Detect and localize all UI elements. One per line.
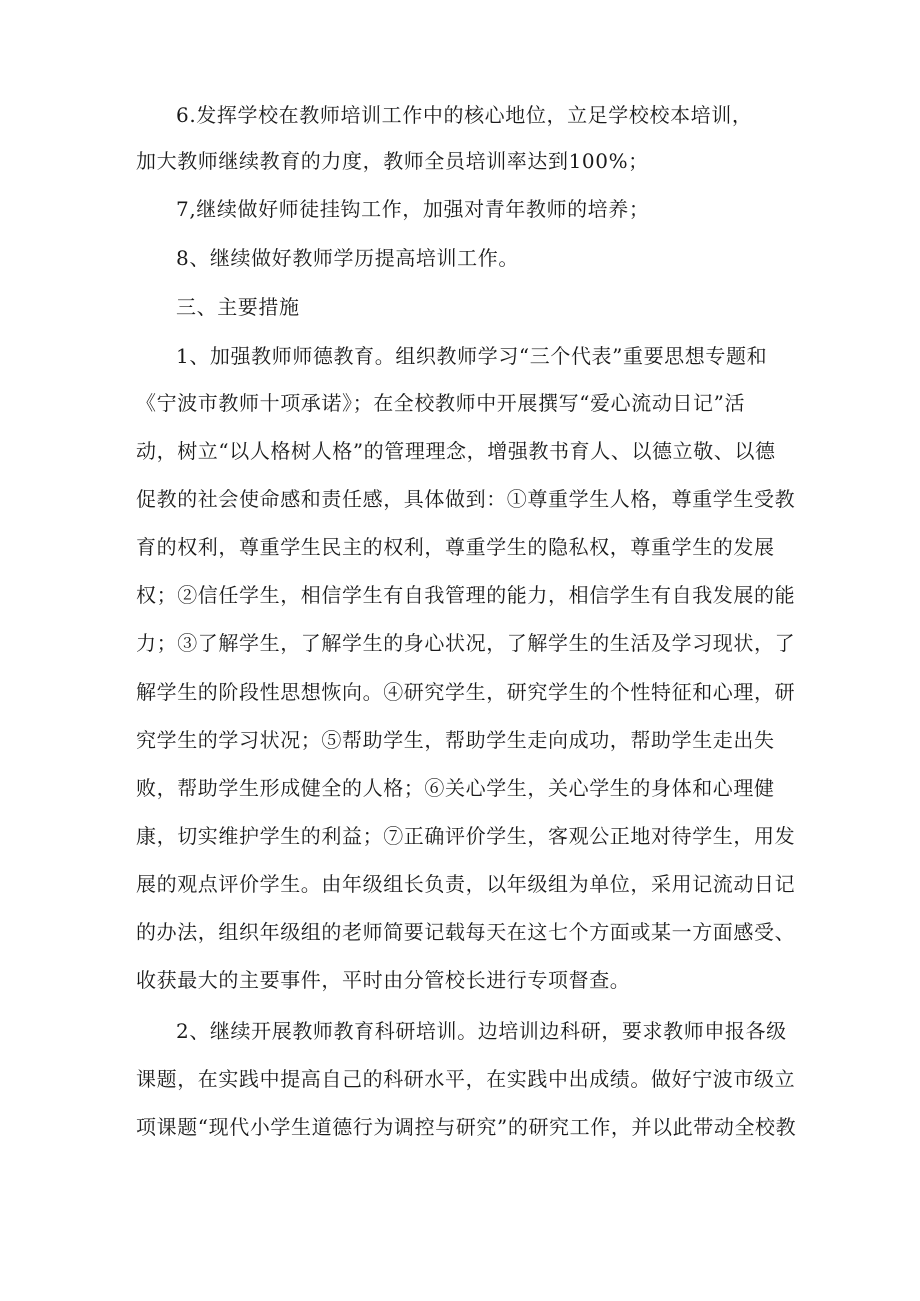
measure-2-line-1: 2、继续开展教师教育科研培训。边培训边科研，要求教师申报各级	[176, 1019, 787, 1043]
measure-1-line-11: 康，切实维护学生的利益；⑦正确评价学生，客观公正地对待学生，用发	[136, 824, 796, 848]
measure-1-line-8: 解学生的阶段性思想恢向。④研究学生，研究学生的个性特征和心理，研	[136, 680, 796, 704]
measure-1-line-7: 力；③了解学生，了解学生的身心状况，了解学生的生活及学习现状，了	[136, 631, 796, 655]
measure-1-line-4: 促教的社会使命感和责任感，具体做到：①尊重学生人格，尊重学生受教	[136, 487, 796, 511]
measure-1-line-5: 育的权利，尊重学生民主的权利，尊重学生的隐私权，尊重学生的发展	[136, 535, 775, 559]
measure-1-line-12: 展的观点评价学生。由年级组长负责，以年级组为单位，采用记流动日记	[136, 872, 796, 896]
measure-1-line-14: 收获最大的主要事件，平时由分管校长进行专项督查。	[136, 968, 631, 992]
paragraph-item-8: 8、继续做好教师学历提高培训工作。	[176, 246, 519, 270]
section-heading-main-measures: 三、主要措施	[176, 295, 300, 319]
paragraph-item-6-line-1: 6.发挥学校在教师培训工作中的核心地位，立足学校校本培训，	[176, 103, 753, 127]
measure-1-line-2: 《宁波市教师十项承诺》；在全校教师中开展撰写“爱心流动日记”活	[136, 391, 746, 415]
measure-2-line-2: 课题，在实践中提高自己的科研水平，在实践中出成绩。做好宁波市级立	[136, 1067, 796, 1091]
measure-1-line-10: 败，帮助学生形成健全的人格；⑥关心学生，关心学生的身体和心理健	[136, 776, 775, 800]
measure-1-line-13: 的办法，组织年级组的老师简要记载每天在这七个方面或某一方面感受、	[136, 920, 796, 944]
measure-1-line-1: 1、加强教师师德教育。组织教师学习“三个代表”重要思想专题和	[176, 344, 768, 368]
paragraph-item-6-line-2: 加大教师继续教育的力度，教师全员培训率达到100%；	[136, 149, 649, 173]
paragraph-item-7: 7,继续做好师徒挂钩工作，加强对青年教师的培养；	[176, 197, 650, 221]
measure-1-line-6: 权；②信任学生，相信学生有自我管理的能力，相信学生有自我发展的能	[136, 583, 796, 607]
measure-2-line-3: 项课题“现代小学生道德行为调控与研究”的研究工作，并以此带动全校教	[136, 1115, 797, 1139]
measure-1-line-3: 动，树立“以人格树人格”的管理理念，增强教书育人、以德立敬、以德	[136, 439, 776, 463]
measure-1-line-9: 究学生的学习状况；⑤帮助学生，帮助学生走向成功，帮助学生走出失	[136, 728, 775, 752]
